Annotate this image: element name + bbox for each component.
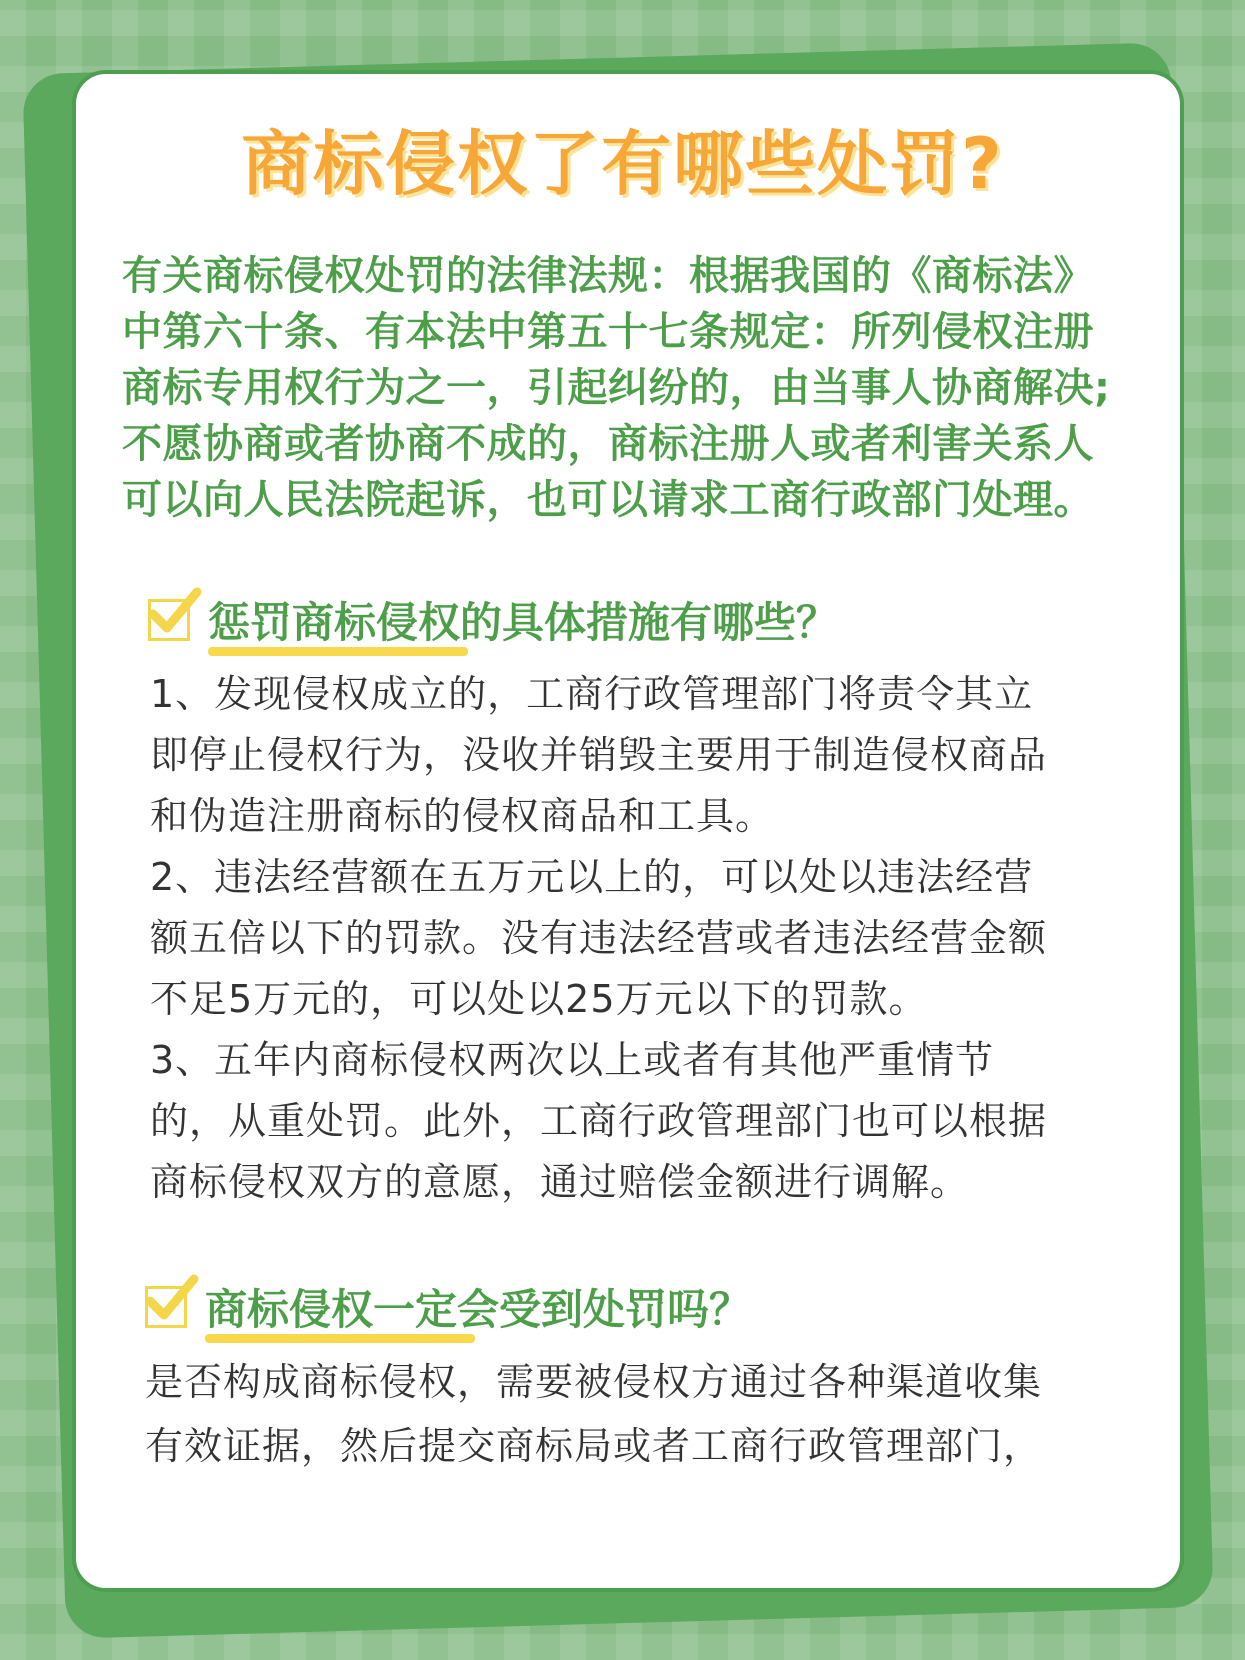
section2-heading-row xyxy=(145,1277,751,1337)
section2-heading xyxy=(205,1277,751,1337)
checkmark-icon xyxy=(145,1286,187,1328)
heading-underline xyxy=(205,1334,475,1343)
section1-body xyxy=(150,664,1050,1213)
section1-heading-text: 惩罚商标侵权的具体措施有哪些？ xyxy=(208,598,839,647)
section1-heading xyxy=(208,590,838,650)
list-item: 1、发现侵权成立的，工商行政管理部门将责令其立即停止侵权行为，没收并销毁主要用于制造侵权商品和伪造注册商标的侵权商品和工具。 xyxy=(150,672,1048,838)
section2-heading-text: 商标侵权一定会受到处罚吗？ xyxy=(205,1285,752,1334)
section1-heading-row xyxy=(148,590,838,650)
list-item: 2、违法经营额在五万元以上的，可以处以违法经营额五倍以下的罚款。没有违法经营或者违法经营金额不足5万元的，可以处以25万元以下的罚款。 xyxy=(150,855,1048,1021)
intro-paragraph: 有关商标侵权处罚的法律法规：根据我国的《商标法》中第六十条、有本法中第五十七条规定：所列侵权注册商标专用权行为之一，引起纠纷的，由当事人协商解决;不愿协商或者协商不成的，商标注册人或者利害关系人可以向人民法院起诉，也可以请求工商行政部门处理。 xyxy=(122,253,1111,523)
list-item: 3、五年内商标侵权两次以上或者有其他严重情节的，从重处罚。此外，工商行政管理部门也可以根据商标侵权双方的意愿，通过赔偿金额进行调解。 xyxy=(150,1038,1048,1204)
heading-underline xyxy=(208,647,468,656)
page-title: 商标侵权了有哪些处罚? xyxy=(241,123,1004,205)
checkmark-icon xyxy=(148,599,190,641)
section2-body: 是否构成商标侵权，需要被侵权方通过各种渠道收集有效证据，然后提交商标局或者工商行政管理部门， xyxy=(145,1360,1043,1468)
